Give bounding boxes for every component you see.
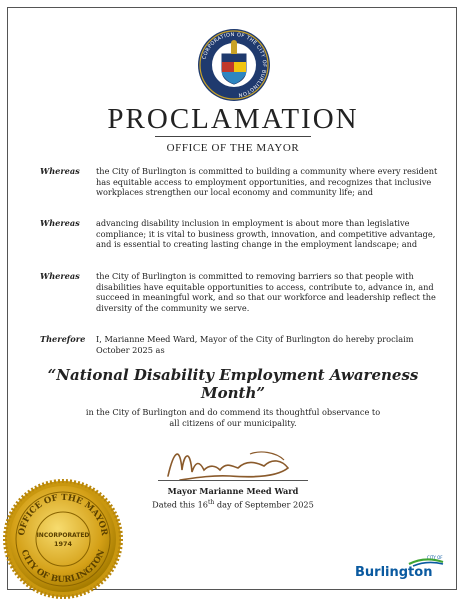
- signature-line: [158, 480, 308, 481]
- city-crest-icon: [197, 28, 271, 102]
- crest-ring-text: CORPORATION OF THE CITY OF BURLINGTON: [201, 31, 268, 98]
- title-divider: [155, 136, 311, 137]
- therefore-clause: [40, 334, 440, 355]
- whereas-clause-3: [40, 271, 440, 313]
- clause-text: the City of Burlington is committed to removing barriers so that people with disabilities have equitable opportunities to access, contribute to, advance in, and succeed in meaningful work, and so that our workforce and leadership reflect the diversity of the community we serve.: [96, 271, 436, 313]
- clause-label: Whereas: [40, 166, 80, 176]
- seal-center-text-1: INCORPORATED: [36, 532, 90, 539]
- gold-seal-icon: [2, 478, 124, 600]
- clause-text: I, Marianne Meed Ward, Mayor of the City of Burlington do hereby proclaim October 2025 as: [96, 334, 422, 355]
- proclaimed-month-title: “National Disability Employment Awareness Month”: [47, 366, 419, 402]
- logo-small-text: CITY OF: [427, 555, 443, 560]
- dated-prefix: Dated this 16: [152, 499, 208, 510]
- clause-label: Therefore: [40, 334, 86, 344]
- seal-bottom-text: CITY OF BURLINGTON: [18, 548, 108, 586]
- whereas-clause-1: [40, 166, 440, 198]
- logo-text: Burlington: [355, 565, 433, 580]
- dated-suffix: day of September 2025: [214, 499, 314, 510]
- mayor-name: Mayor Marianne Meed Ward: [167, 486, 299, 496]
- clause-label: Whereas: [40, 271, 80, 281]
- page-subtitle: OFFICE OF THE MAYOR: [166, 142, 300, 154]
- clause-text: advancing disability inclusion in employment is about more than legislative compliance; it is vital to business growth, innovation, and competitive advantage, and is essential to creating lasting change in the employment landscape; and: [96, 218, 436, 250]
- page-title: PROCLAMATION: [107, 103, 359, 135]
- commend-text: in the City of Burlington and do commend its thoughtful observance to all citizens of our municipality.: [85, 407, 381, 428]
- burlington-logo-icon: [353, 554, 445, 580]
- clause-text: the City of Burlington is committed to building a community where every resident has equitable access to employment opportunities, and recognizes that inclusive workplaces strengthen our local economy and community life; and: [96, 166, 438, 198]
- seal-top-text: OFFICE OF THE MAYOR: [17, 492, 109, 537]
- seal-center-text-2: 1974: [53, 540, 73, 548]
- whereas-clause-2: [40, 218, 440, 250]
- clause-label: Whereas: [40, 218, 80, 228]
- dated-ordinal: th: [208, 499, 215, 506]
